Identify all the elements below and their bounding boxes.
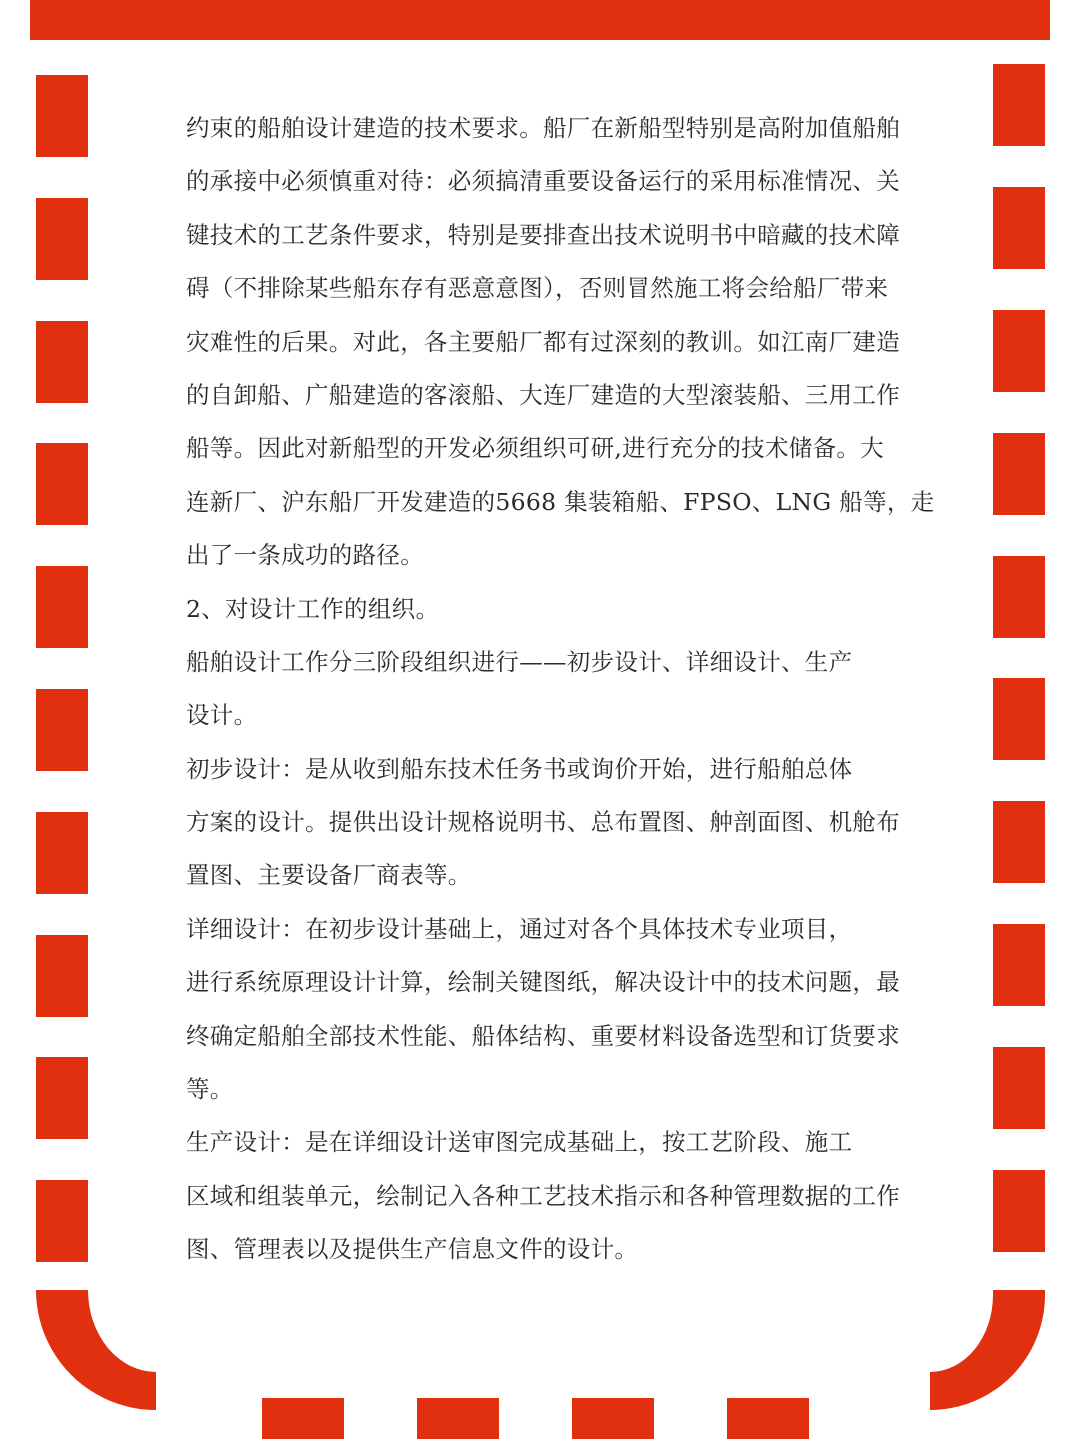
frame-dash [993, 1047, 1045, 1129]
frame-dash [36, 1057, 88, 1139]
frame-dash [993, 64, 1045, 146]
text-line: 图、管理表以及提供生产信息文件的设计。 [186, 1235, 639, 1264]
text-line: 的承接中必须慎重对待：必须搞清重要设备运行的采用标准情况、关 [186, 167, 900, 196]
text-line: 方案的设计。提供出设计规格说明书、总布置图、舯剖面图、机舱布 [186, 808, 900, 837]
frame-dash [36, 566, 88, 648]
text-line: 连新厂、沪东船厂开发建造的5668 集装箱船、FPSO、LNG 船等，走 [186, 487, 935, 516]
text-line: 灾难性的后果。对此，各主要船厂都有过深刻的教训。如江南厂建造 [186, 327, 900, 356]
frame-dash [572, 1398, 654, 1439]
document-body [186, 102, 935, 1277]
frame-dash [993, 187, 1045, 269]
text-line: 船舶设计工作分三阶段组织进行——初步设计、详细设计、生产 [186, 647, 853, 676]
frame-dash [36, 935, 88, 1017]
text-line: 的自卸船、广船建造的客滚船、大连厂建造的大型滚装船、三用工作 [186, 380, 900, 409]
text-line: 初步设计：是从收到船东技术任务书或询价开始，进行船舶总体 [186, 754, 853, 783]
frame-dash [993, 801, 1045, 883]
frame-dash [36, 812, 88, 894]
text-line: 生产设计：是在详细设计送审图完成基础上，按工艺阶段、施工 [186, 1128, 853, 1157]
frame-corner-bottom-right [930, 1290, 1045, 1410]
section-heading: 2、对设计工作的组织。 [186, 594, 440, 623]
frame-dash [36, 198, 88, 280]
frame-dash [727, 1398, 809, 1439]
frame-top-bar [30, 0, 1050, 40]
frame-dash [36, 321, 88, 403]
text-line: 键技术的工艺条件要求，特别是要排查出技术说明书中暗藏的技术障 [186, 220, 900, 249]
frame-dash [262, 1398, 344, 1439]
frame-dash [993, 310, 1045, 392]
text-line: 置图、主要设备厂商表等。 [186, 861, 472, 890]
frame-corner-bottom-left [36, 1290, 156, 1410]
text-line: 等。 [186, 1075, 234, 1104]
frame-dash [993, 678, 1045, 760]
text-line: 区域和组装单元，绘制记入各种工艺技术指示和各种管理数据的工作 [186, 1181, 900, 1210]
frame-dash [36, 1180, 88, 1262]
frame-dash [993, 433, 1045, 515]
text-line: 进行系统原理设计计算，绘制关键图纸，解决设计中的技术问题，最 [186, 968, 900, 997]
text-line: 碍（不排除某些船东存有恶意意图），否则冒然施工将会给船厂带来 [186, 274, 889, 303]
text-line: 详细设计：在初步设计基础上，通过对各个具体技术专业项目， [186, 914, 853, 943]
frame-dash [36, 689, 88, 771]
text-line: 出了一条成功的路径。 [186, 541, 424, 570]
frame-dash [993, 556, 1045, 638]
text-line: 设计。 [186, 701, 258, 730]
frame-dash [36, 443, 88, 525]
text-line: 船等。因此对新船型的开发必须组织可研,进行充分的技术储备。大 [186, 434, 884, 463]
text-line: 终确定船舶全部技术性能、船体结构、重要材料设备选型和订货要求 [186, 1021, 900, 1050]
frame-dash [417, 1398, 499, 1439]
frame-dash [993, 924, 1045, 1006]
frame-dash [993, 1170, 1045, 1252]
text-line: 约束的船舶设计建造的技术要求。船厂在新船型特别是高附加值船舶 [186, 114, 900, 142]
frame-dash [36, 75, 88, 157]
